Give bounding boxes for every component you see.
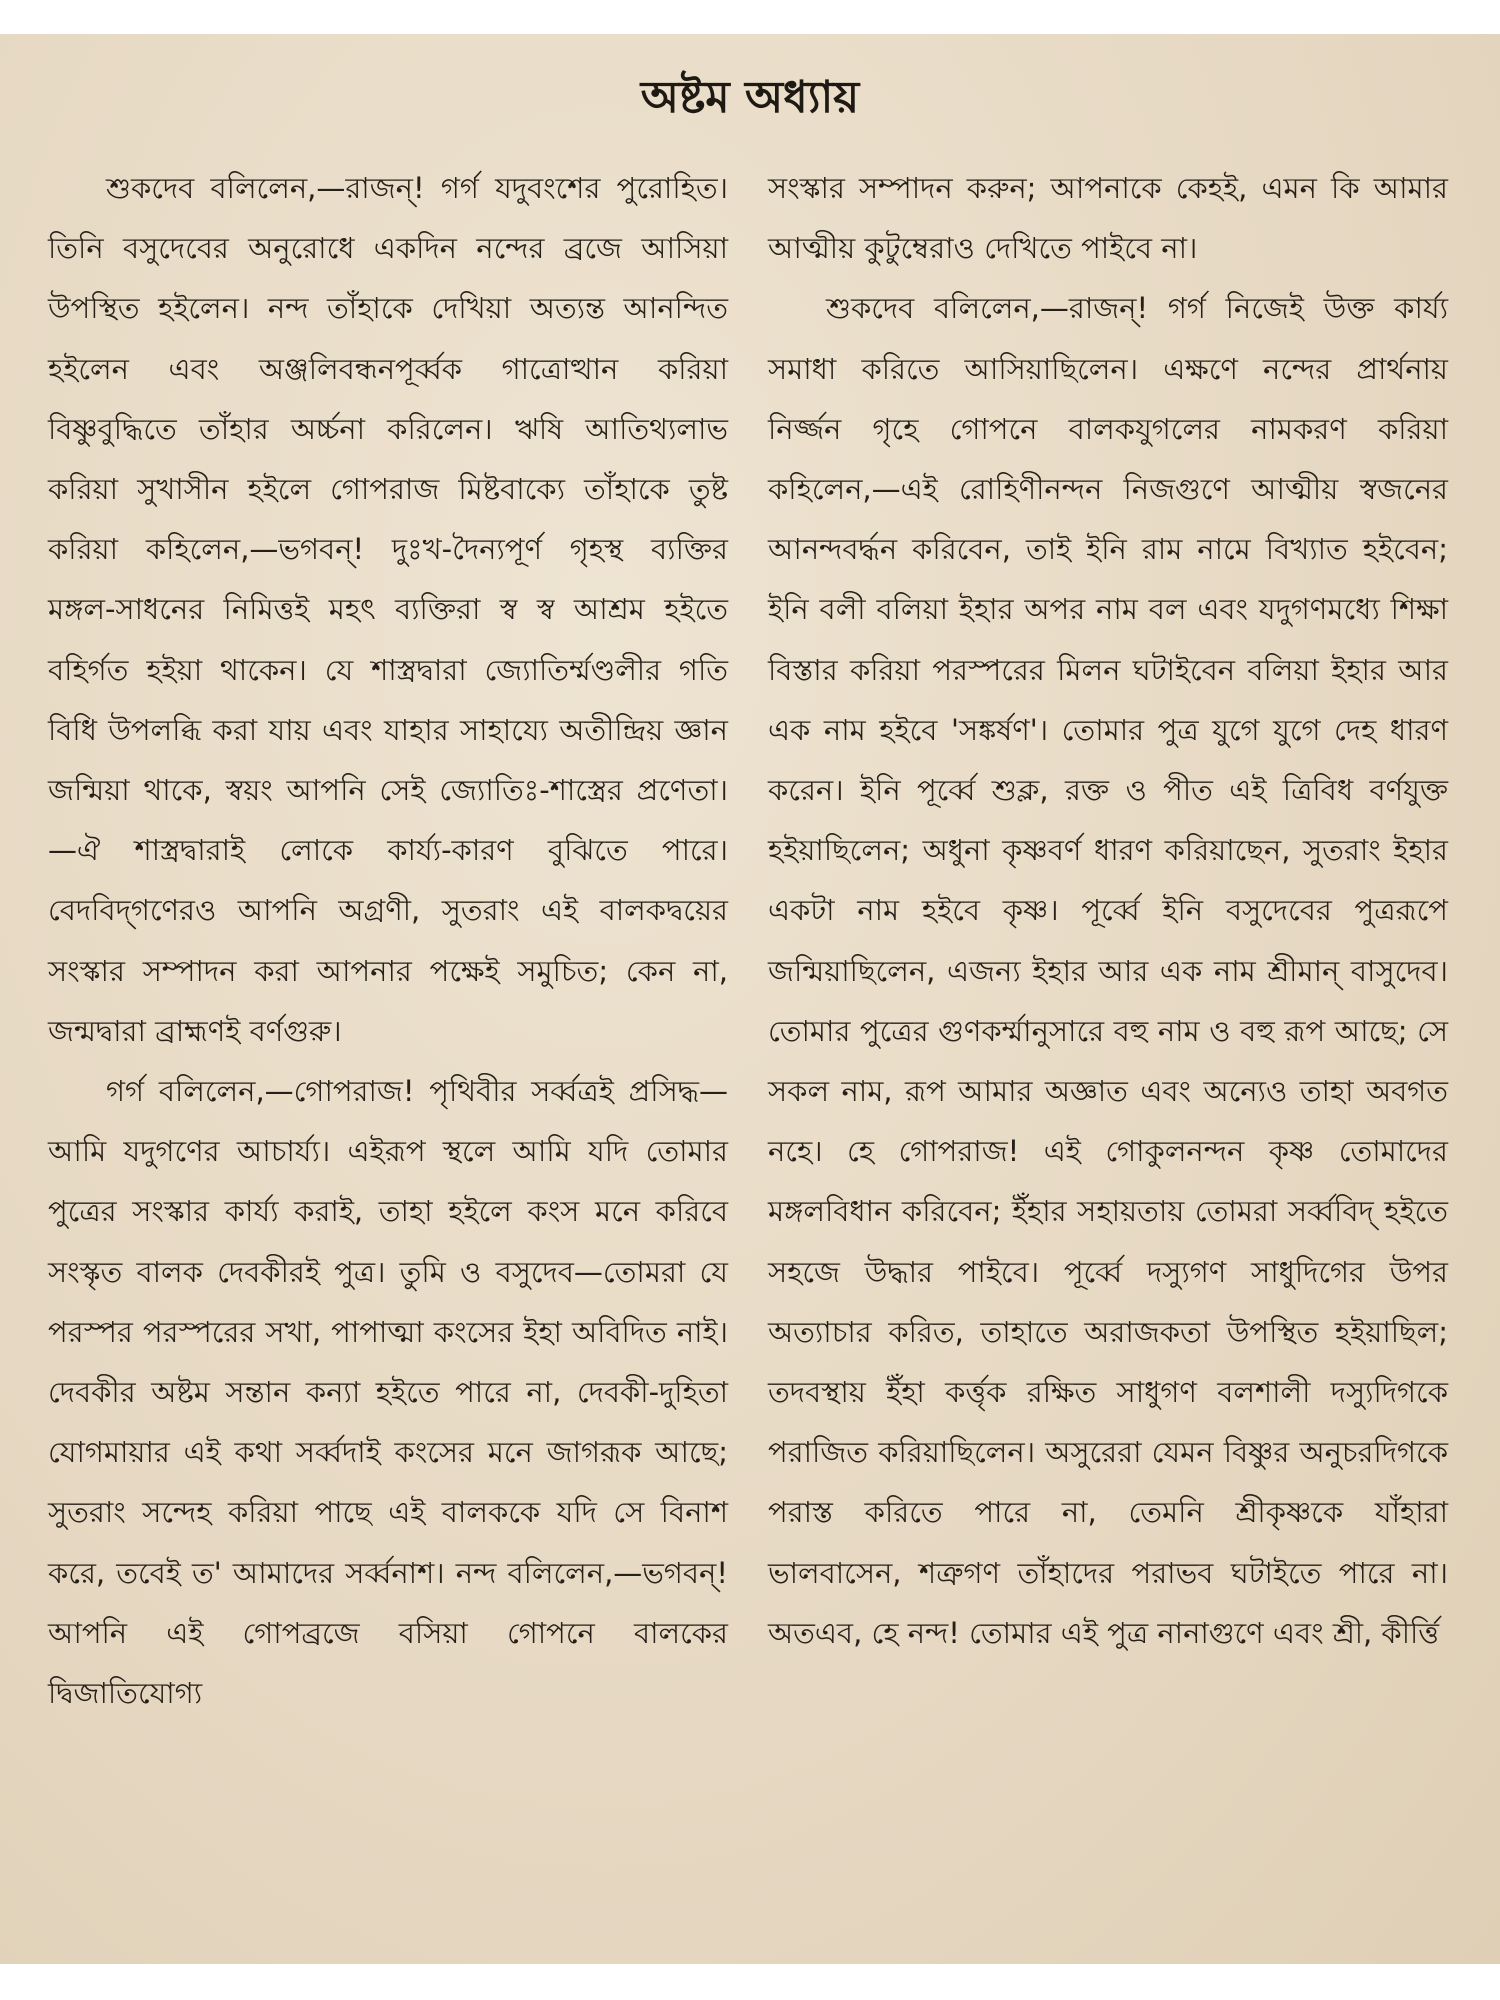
- paragraph: শুকদেব বলিলেন,—রাজন্! গর্গ নিজেই উক্ত কার্য্য সমাধা করিতে আসিয়াছিলেন। এক্ষণে নন্দের প্রার্থনায় নির্জ্জন গৃহে গোপনে বালকযুগলের নামকরণ করিয়া কহিলেন,—এই রোহিণীনন্দন নিজগুণে আত্মীয় স্বজনের আনন্দবর্দ্ধন করিবেন, তাই ইনি রাম নামে বিখ্যাত হইবেন; ইনি বলী বলিয়া ইহার অপর নাম বল এবং যদুগণমধ্যে শিক্ষা বিস্তার করিয়া পরস্পরের মিলন ঘটাইবেন বলিয়া ইহার আর এক নাম হইবে 'সঙ্কর্ষণ'। তোমার পুত্র যুগে যুগে দেহ ধারণ করেন। ইনি পূর্ব্বে শুক্ল, রক্ত ও পীত এই ত্রিবিধ বর্ণযুক্ত হইয়াছিলেন; অধুনা কৃষ্ণবর্ণ ধারণ করিয়াছেন, সুতরাং ইহার একটা নাম হইবে কৃষ্ণ। পূর্ব্বে ইনি বসুদেবের পুত্ররূপে জন্মিয়াছিলেন, এজন্য ইহার আর এক নাম শ্রীমান্ বাসুদেব। তোমার পুত্রের গুণকর্ম্মানুসারে বহু নাম ও বহু রূপ আছে; সে সকল নাম, রূপ আমার অজ্ঞাত এবং অন্যেও তাহা অবগত নহে। হে গোপরাজ! এই গোকুলনন্দন কৃষ্ণ তোমাদের মঙ্গলবিধান করিবেন; ইঁহার সহায়তায় তোমরা সর্ব্ববিদ্ হইতে সহজে উদ্ধার পাইবে। পূর্ব্বে দস্যুগণ সাধুদিগের উপর অত্যাচার করিত, তাহাতে অরাজকতা উপস্থিত হইয়াছিল; তদবস্থায় ইঁহা কর্ত্তৃক রক্ষিত সাধুগণ বলশালী দস্যুদিগকে পরাজিত করিয়াছিলেন। অসুরেরা যেমন বিষ্ণুর অনুচরদিগকে পরাস্ত করিতে পারে না, তেমনি শ্রীকৃষ্ণকে যাঁহারা ভালবাসেন, শত্রুগণ তাঁহাদের পরাভব ঘটাইতে পারে না। অতএব, হে নন্দ! তোমার এই পুত্র নানাগুণে এবং শ্রী, কীর্ত্তি: [768, 291, 1448, 1650]
- left-column: [48, 158, 728, 1723]
- chapter-title: অষ্টম অধ্যায়: [640, 72, 860, 123]
- right-column: [768, 158, 1448, 1663]
- paragraph: সংস্কার সম্পাদন করুন; আপনাকে কেহই, এমন কি আমার আত্মীয় কুটুম্বেরাও দেখিতে পাইবে না।: [768, 171, 1448, 266]
- paragraph: গর্গ বলিলেন,—গোপরাজ! পৃথিবীর সর্ব্বত্রই প্রসিদ্ধ—আমি যদুগণের আচার্য্য। এইরূপ স্থলে আমি যদি তোমার পুত্রের সংস্কার কার্য্য করাই, তাহা হইলে কংস মনে করিবে সংস্কৃত বালক দেবকীরই পুত্র। তুমি ও বসুদেব—তোমরা যে পরস্পর পরস্পরের সখা, পাপাত্মা কংসের ইহা অবিদিত নাই। দেবকীর অষ্টম সন্তান কন্যা হইতে পারে না, দেবকী-দুহিতা যোগমায়ার এই কথা সর্ব্বদাই কংসের মনে জাগরূক আছে; সুতরাং সন্দেহ করিয়া পাছে এই বালককে যদি সে বিনাশ করে, তবেই ত' আমাদের সর্ব্বনাশ। নন্দ বলিলেন,—ভগবন্! আপনি এই গোপব্রজে বসিয়া গোপনে বালকের দ্বিজাতিযোগ্য: [48, 1074, 728, 1711]
- book-page: [0, 34, 1500, 1964]
- paragraph: শুকদেব বলিলেন,—রাজন্! গর্গ যদুবংশের পুরোহিত। তিনি বসুদেবের অনুরোধে একদিন নন্দের ব্রজে আসিয়া উপস্থিত হইলেন। নন্দ তাঁহাকে দেখিয়া অত্যন্ত আনন্দিত হইলেন এবং অঞ্জলিবন্ধনপূর্ব্বক গাত্রোত্থান করিয়া বিষ্ণুবুদ্ধিতে তাঁহার অর্চ্চনা করিলেন। ঋষি আতিথ্যলাভ করিয়া সুখাসীন হইলে গোপরাজ মিষ্টবাক্যে তাঁহাকে তুষ্ট করিয়া কহিলেন,—ভগবন্! দুঃখ-দৈন্যপূর্ণ গৃহস্থ ব্যক্তির মঙ্গল-সাধনের নিমিত্তই মহৎ ব্যক্তিরা স্ব স্ব আশ্রম হইতে বহির্গত হইয়া থাকেন। যে শাস্ত্রদ্বারা জ্যোতির্ম্মণ্ডলীর গতি বিধি উপলব্ধি করা যায় এবং যাহার সাহায্যে অতীন্দ্রিয় জ্ঞান জন্মিয়া থাকে, স্বয়ং আপনি সেই জ্যোতিঃ-শাস্ত্রের প্রণেতা।—ঐ শাস্ত্রদ্বারাই লোকে কার্য্য-কারণ বুঝিতে পারে। বেদবিদ্‌গণেরও আপনি অগ্রণী, সুতরাং এই বালকদ্বয়ের সংস্কার সম্পাদন করা আপনার পক্ষেই সমুচিত; কেন না, জন্মদ্বারা ব্রাহ্মণই বর্ণগুরু।: [48, 171, 728, 1048]
